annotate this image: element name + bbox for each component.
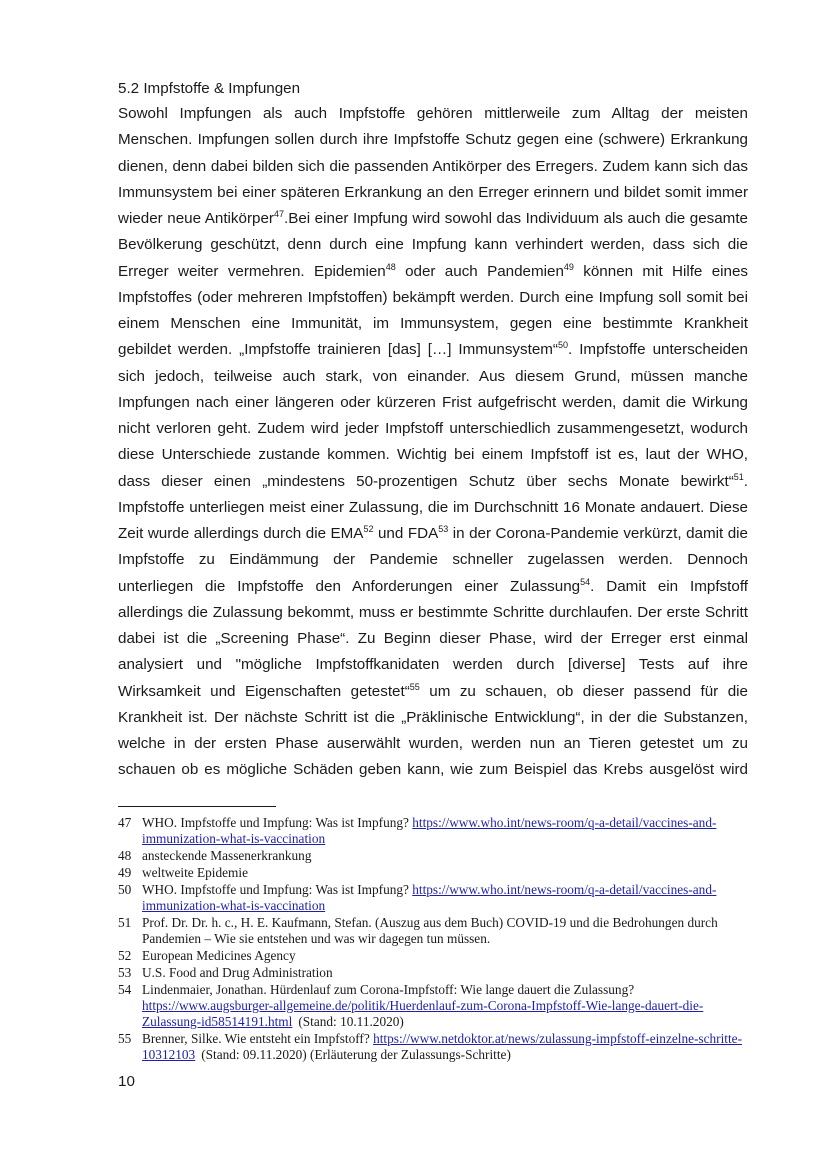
body-paragraph	[118, 101, 748, 784]
body-text-segment: oder auch Pandemien	[395, 262, 564, 280]
body-text-segment: um zu schauen, ob dieser passend für die	[419, 682, 748, 700]
body-text-segment: . Impfstoffe unterscheiden	[568, 341, 748, 359]
footnote-link[interactable]: https://www.who.int/news-room/q-a-detail/vaccines-and-immunization-what-is-vaccination	[142, 882, 717, 913]
footnote-separator	[118, 806, 276, 807]
body-line: Bevölkerung geschützt, denn durch eine Impfung kann verhindert werden, dass sich die	[118, 236, 748, 254]
body-line: Krankheit ist. Der nächste Schritt ist die „Präklinische Entwicklung“, in der die Substanzen,	[118, 708, 748, 726]
body-line: Menschen. Impfungen sollen durch ihre Impfstoffe Schutz gegen eine (schwere) Erkrankung	[118, 131, 748, 149]
footnote-reference: 53	[438, 523, 449, 534]
footnote-number: 49	[118, 865, 132, 880]
footnote-link[interactable]: https://www.augsburger-allgemeine.de/politik/Huerdenlauf-zum-Corona-Impfstoff-Wie-lange-dauert-die-Zulassung-id58514191.html	[142, 998, 704, 1029]
body-text-segment: unterliegen die Impfstoffe den Anforderungen einer Zulassung	[118, 577, 581, 595]
footnote-item	[118, 965, 750, 981]
footnote-item	[118, 882, 750, 914]
footnote-citation: WHO. Impfstoffe und Impfung: Was ist Impfung?	[142, 815, 413, 830]
footnote-text	[142, 815, 750, 847]
body-line	[118, 337, 748, 363]
footnote-item	[118, 1031, 750, 1063]
footnote-text	[142, 882, 750, 914]
footnote-item	[118, 815, 750, 847]
footnote-item	[118, 865, 750, 881]
footnote-citation: European Medicines Agency	[142, 948, 296, 963]
body-line: nicht verloren geht. Zudem wird jeder Impfstoff unterschiedlich zusammengesetzt, wodurch	[118, 420, 748, 437]
footnote-text	[142, 865, 750, 881]
footnote-number: 55	[118, 1031, 132, 1046]
body-text-segment: wieder neue Antikörper	[118, 210, 274, 227]
footnote-item	[118, 982, 750, 1030]
body-line: allerdings die Zulassung bekommt, muss er bestimmte Schritte durchlaufen. Der erste Schritt	[118, 603, 748, 621]
footnote-number: 54	[118, 982, 132, 997]
footnote-reference: 55	[409, 681, 420, 692]
section-heading: 5.2 Impfstoffe & Impfungen	[118, 80, 301, 97]
body-text-segment: und FDA	[373, 525, 439, 542]
body-line	[118, 574, 748, 600]
footnote-text	[142, 982, 750, 1030]
body-text-segment: können mit Hilfe eines	[573, 262, 749, 280]
body-text-segment: .	[743, 472, 748, 490]
footnotes-list	[118, 815, 750, 1064]
footnote-number: 53	[118, 965, 132, 980]
footnote-text	[142, 915, 750, 947]
body-text-segment: Erreger weiter vermehren. Epidemien	[118, 262, 386, 280]
footnote-date: (Stand: 09.11.2020) (Erläuterung der Zulassungs-Schritte)	[201, 1047, 511, 1062]
footnote-number: 52	[118, 948, 132, 963]
body-text-segment: gebildet werden. „Impfstoffe trainieren [das] […] Immunsystem“	[118, 341, 558, 359]
footnote-citation: ansteckende Massenerkrankung	[142, 848, 312, 863]
footnote-citation: WHO. Impfstoffe und Impfung: Was ist Impfung?	[142, 882, 413, 897]
body-line	[118, 206, 748, 232]
footnote-number: 51	[118, 915, 132, 930]
footnote-reference: 51	[733, 471, 744, 482]
footnote-text	[142, 848, 750, 864]
body-line: dienen, denn dabei bilden sich die passenden Antikörper des Erregers. Zudem kann sich das	[118, 157, 748, 175]
body-text-segment: Zeit wurde allerdings durch die EMA	[118, 525, 364, 542]
body-line: schauen ob es mögliche Schäden geben kann, wie zum Beispiel das Krebs ausgelöst wird	[118, 761, 748, 779]
body-line: sich jedoch, teilweise auch stark, von einander. Aus diesem Grund, müssen manche	[118, 367, 748, 385]
footnote-reference: 50	[557, 340, 568, 351]
body-text-segment: .Bei einer Impfung wird sowohl das Individuum als auch die gesamte	[283, 210, 748, 227]
footnote-citation: Lindenmaier, Jonathan. Hürdenlauf zum Corona-Impfstoff: Wie lange dauert die Zulassung?	[142, 982, 635, 997]
body-line: Impfstoffe zu Eindämmung der Pandemie schneller zugelassen werden. Dennoch	[118, 551, 748, 569]
body-line: welche in der ersten Phase auserwählt wurden, werden nun an Tieren getestet um zu	[118, 735, 748, 752]
page-number: 10	[118, 1073, 135, 1090]
body-text-segment: . Damit ein Impfstoff	[590, 577, 748, 595]
body-line: Impfstoffes (oder mehreren Impfstoffen) bekämpft werden. Durch eine Impfung soll somit bei	[118, 288, 748, 306]
footnote-citation: Brenner, Silke. Wie entsteht ein Impfstoff?	[142, 1031, 374, 1046]
footnote-text	[142, 948, 750, 964]
footnote-reference: 47	[273, 208, 284, 219]
body-line: Sowohl Impfungen als auch Impfstoffe gehören mittlerweile zum Alltag der meisten	[118, 105, 748, 122]
body-line: diese Unterschiede zustande kommen. Wichtig bei einem Impfstoff ist es, laut der WHO,	[118, 446, 748, 464]
body-line: Immunsystem bei einer späteren Erkrankung an den Erreger erinnern und bildet somit immer	[118, 183, 748, 201]
body-text-segment: dass dieser einen „mindestens 50-prozentigen Schutz über sechs Monate bewirkt“	[118, 472, 734, 490]
footnote-date: (Stand: 10.11.2020)	[298, 1014, 404, 1029]
footnote-reference: 48	[385, 261, 396, 272]
body-line: einem Menschen eine Immunität, im Immunsystem, gegen eine bestimmte Krankheit	[118, 315, 748, 332]
footnote-link[interactable]: https://www.netdoktor.at/news/zulassung-impfstoff-einzelne-schritte-10312103	[142, 1031, 742, 1062]
body-line: dabei ist die „Screening Phase“. Zu Beginn dieser Phase, wird der Erreger erst einmal	[118, 630, 748, 647]
footnote-item	[118, 915, 750, 947]
footnote-item	[118, 948, 750, 964]
footnote-reference: 54	[580, 576, 591, 587]
footnote-citation: weltweite Epidemie	[142, 865, 248, 880]
footnote-reference: 49	[563, 261, 574, 272]
footnote-reference: 52	[363, 523, 374, 534]
footnote-number: 47	[118, 815, 132, 830]
body-text-segment: Wirksamkeit und Eigenschaften getestet“	[118, 682, 410, 700]
footnote-link[interactable]: https://www.who.int/news-room/q-a-detail/vaccines-and-immunization-what-is-vaccination	[142, 815, 717, 846]
footnote-item	[118, 848, 750, 864]
footnote-number: 50	[118, 882, 132, 897]
footnote-text	[142, 1031, 750, 1063]
footnote-number: 48	[118, 848, 132, 863]
body-line: analysiert und "mögliche Impfstoffkanidaten werden durch [diverse] Tests auf ihre	[118, 656, 748, 674]
footnote-citation: U.S. Food and Drug Administration	[142, 965, 333, 980]
footnote-citation: Prof. Dr. Dr. h. c., H. E. Kaufmann, Stefan. (Auszug aus dem Buch) COVID-19 und die Bedrohungen durch Pandemien – Wie sie entstehen und was wir dagegen tun müssen.	[142, 915, 718, 946]
body-line: Impfungen nach einer längeren oder kürzeren Frist aufgefrischt werden, damit die Wirkung	[118, 393, 748, 411]
footnote-text	[142, 965, 750, 981]
body-line	[118, 521, 748, 547]
body-text-segment: in der Corona-Pandemie verkürzt, damit die	[448, 525, 748, 542]
body-line: Impfstoffe unterliegen meist einer Zulassung, die im Durchschnitt 16 Monate andauert. Diese	[118, 498, 748, 516]
body-line	[118, 679, 748, 705]
body-line	[118, 469, 748, 495]
body-line	[118, 259, 748, 285]
